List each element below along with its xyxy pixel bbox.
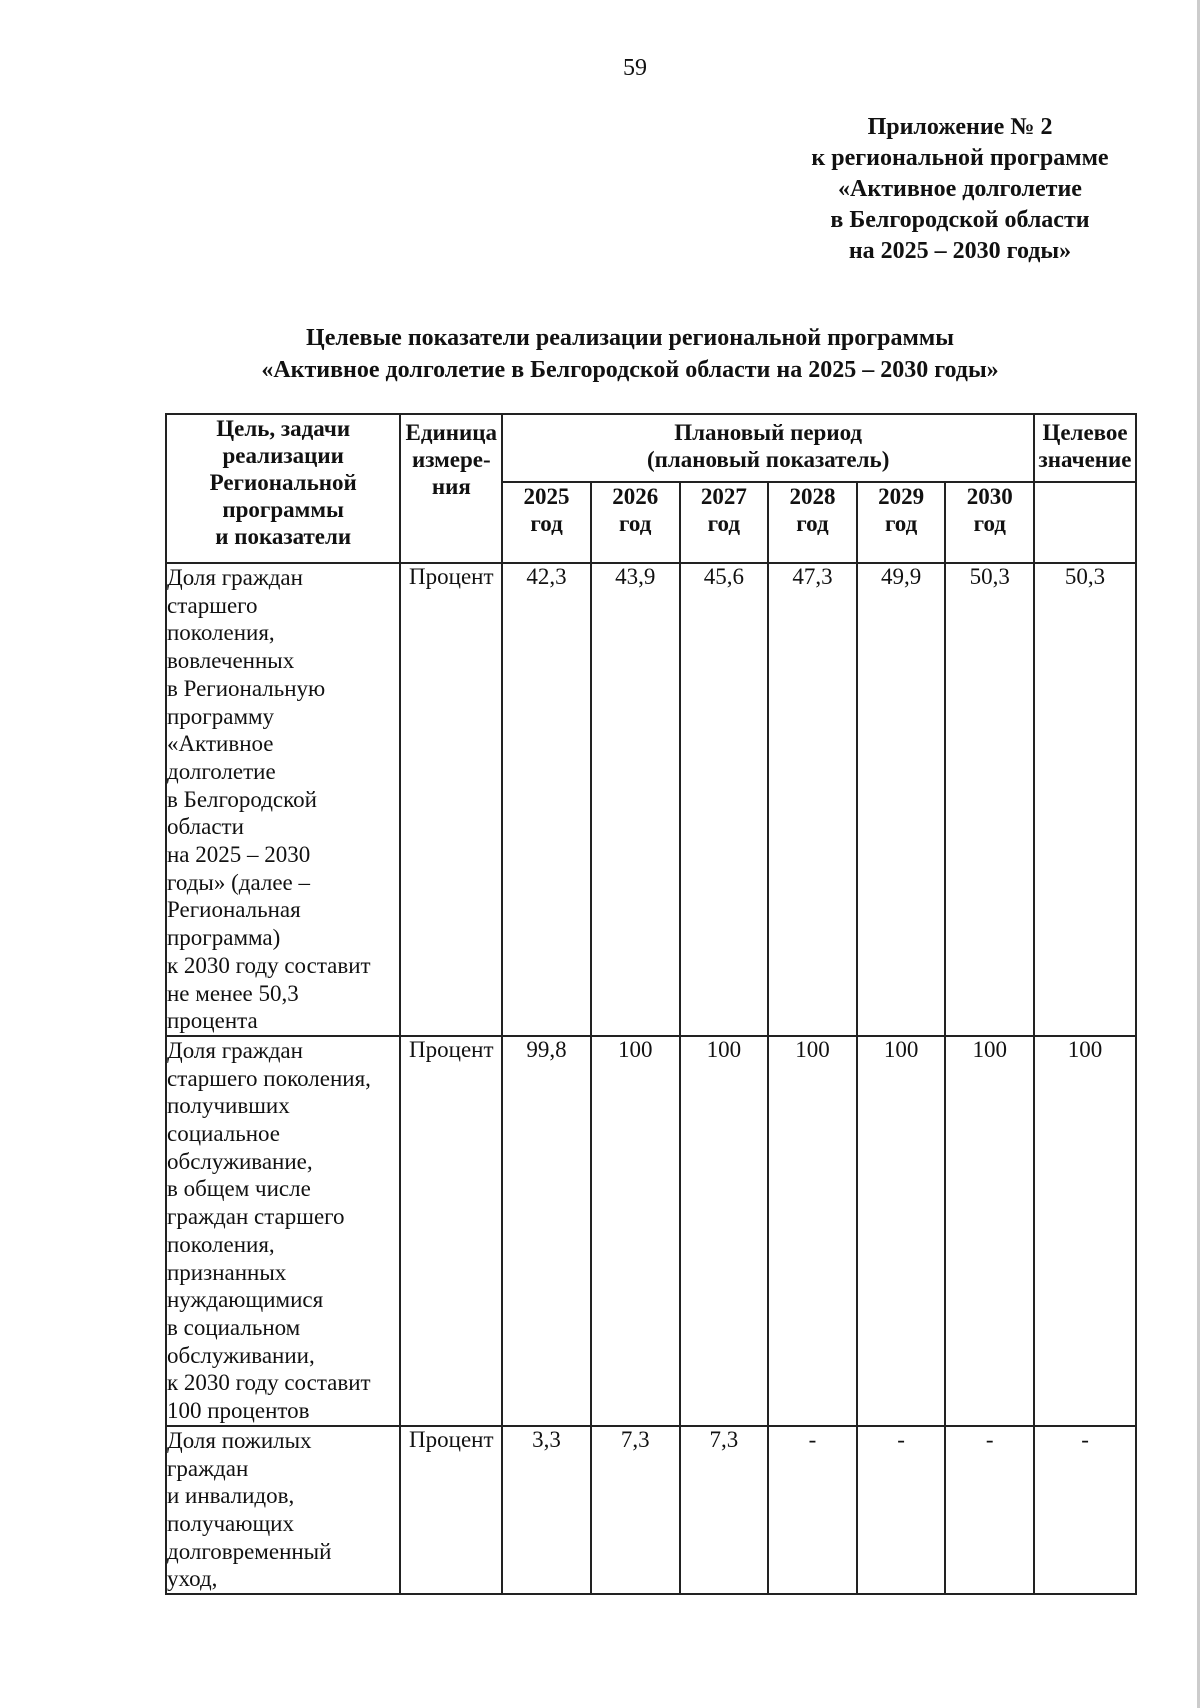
header-goal (166, 414, 400, 563)
goal-line: в Белгородской (167, 786, 317, 812)
appendix-line: к региональной программе (811, 145, 1109, 171)
table-row (166, 1426, 1136, 1594)
header-target-line: значение (1038, 447, 1132, 472)
appendix-header (760, 112, 1160, 267)
header-target-empty (1034, 482, 1136, 563)
goal-line: социальное (167, 1121, 281, 1147)
goal-cell (166, 563, 400, 1036)
header-target (1034, 414, 1136, 482)
header-period-line: Плановый период (674, 420, 863, 445)
indicators-table (165, 413, 1137, 1595)
value-cell-2030: 50,3 (945, 563, 1034, 1036)
goal-line: старшего (167, 592, 258, 618)
header-goal-line: программы (222, 497, 344, 522)
value-cell-2026: 43,9 (591, 563, 680, 1036)
year-suffix: год (973, 510, 1006, 536)
goal-line: долговременный (167, 1538, 332, 1564)
year-suffix: год (796, 510, 829, 536)
header-period-line: (плановый показатель) (646, 447, 890, 472)
goal-line: и инвалидов, (167, 1483, 295, 1509)
value-cell-2029: 49,9 (857, 563, 946, 1036)
header-year-2027 (680, 482, 769, 563)
appendix-line: Приложение № 2 (867, 114, 1053, 140)
header-unit-line: измере- (411, 447, 491, 472)
year-number: 2029 (878, 483, 925, 509)
goal-cell (166, 1426, 400, 1594)
goal-line: граждан (167, 1455, 249, 1481)
goal-line: области (167, 814, 244, 840)
title-line: Целевые показатели реализации региональной программы (306, 325, 954, 351)
value-cell-2025: 42,3 (502, 563, 591, 1036)
appendix-line: в Белгородской области (830, 207, 1090, 233)
goal-line: обслуживание, (167, 1148, 313, 1174)
header-goal-line: и показатели (215, 524, 352, 549)
goal-line: поколения, (167, 1231, 275, 1257)
goal-line: 100 процентов (167, 1398, 310, 1424)
goal-line: программу (167, 703, 275, 729)
year-suffix: год (530, 510, 563, 536)
unit-cell: Процент (400, 1426, 502, 1594)
goal-line: нуждающимися (167, 1287, 324, 1313)
value-cell-2028: - (768, 1426, 857, 1594)
goal-line: граждан старшего (167, 1204, 345, 1230)
year-number: 2028 (789, 483, 836, 509)
goal-cell (166, 1036, 400, 1426)
value-cell-2030: 100 (945, 1036, 1034, 1426)
title-line: «Активное долголетие в Белгородской области на 2025 – 2030 годы» (261, 357, 999, 383)
goal-line: годы» (далее – (167, 869, 311, 895)
year-number: 2030 (966, 483, 1013, 509)
header-unit-line: ния (431, 474, 471, 499)
goal-line: к 2030 году составит (167, 952, 371, 978)
year-suffix: год (707, 510, 740, 536)
value-cell-2025: 99,8 (502, 1036, 591, 1426)
value-cell-2026: 100 (591, 1036, 680, 1426)
value-cell-2027: 7,3 (680, 1426, 769, 1594)
value-cell-2027: 100 (680, 1036, 769, 1426)
goal-line: обслуживании, (167, 1342, 315, 1368)
header-goal-line: Региональной (209, 470, 357, 495)
appendix-line: на 2025 – 2030 годы» (848, 238, 1072, 264)
year-number: 2027 (700, 483, 747, 509)
goal-line: Доля пожилых (167, 1427, 312, 1453)
year-number: 2026 (612, 483, 659, 509)
header-year-2025 (502, 482, 591, 563)
goal-line: в общем числе (167, 1176, 311, 1202)
header-goal-line: реализации (222, 443, 344, 468)
goal-line: в Региональную (167, 675, 326, 701)
value-cell-2029: 100 (857, 1036, 946, 1426)
header-year-2029 (857, 482, 946, 563)
unit-cell: Процент (400, 1036, 502, 1426)
goal-line: Доля граждан (167, 1037, 303, 1063)
goal-line: получающих (167, 1510, 294, 1536)
unit-cell: Процент (400, 563, 502, 1036)
header-year-2028 (768, 482, 857, 563)
target-cell: 100 (1034, 1036, 1136, 1426)
goal-line: программа) (167, 925, 281, 951)
goal-line: уход, (167, 1566, 218, 1592)
goal-line: признанных (167, 1259, 287, 1285)
document-title (120, 322, 1140, 386)
goal-line: к 2030 году составит (167, 1370, 371, 1396)
header-year-2026 (591, 482, 680, 563)
goal-line: долголетие (167, 758, 276, 784)
value-cell-2026: 7,3 (591, 1426, 680, 1594)
goal-line: Региональная (167, 897, 301, 923)
header-row (166, 414, 1136, 482)
goal-line: поколения, (167, 620, 275, 646)
value-cell-2028: 100 (768, 1036, 857, 1426)
goal-line: Доля граждан (167, 565, 303, 590)
page-number: 59 (623, 55, 647, 81)
goal-line: старшего поколения, (167, 1065, 371, 1091)
target-cell: - (1034, 1426, 1136, 1594)
goal-line: не менее 50,3 (167, 980, 299, 1006)
goal-line: «Активное (167, 731, 274, 757)
target-cell: 50,3 (1034, 563, 1136, 1036)
header-year-2030 (945, 482, 1034, 563)
value-cell-2025: 3,3 (502, 1426, 591, 1594)
value-cell-2027: 45,6 (680, 563, 769, 1036)
header-target-line: Целевое (1042, 420, 1128, 445)
header-unit (400, 414, 502, 563)
goal-line: процента (167, 1008, 258, 1034)
header-goal-line: Цель, задачи (216, 416, 351, 441)
header-period (502, 414, 1034, 482)
goal-line: получивших (167, 1093, 290, 1119)
value-cell-2028: 47,3 (768, 563, 857, 1036)
table-row (166, 1036, 1136, 1426)
value-cell-2030: - (945, 1426, 1034, 1594)
table-row (166, 563, 1136, 1036)
year-number: 2025 (523, 483, 570, 509)
year-suffix: год (884, 510, 918, 536)
appendix-line: «Активное долголетие (838, 176, 1082, 202)
goal-line: в социальном (167, 1314, 301, 1340)
year-suffix: год (619, 510, 652, 536)
value-cell-2029: - (857, 1426, 946, 1594)
goal-line: вовлеченных (167, 648, 295, 674)
header-unit-line: Единица (405, 420, 498, 445)
goal-line: на 2025 – 2030 (167, 842, 311, 868)
